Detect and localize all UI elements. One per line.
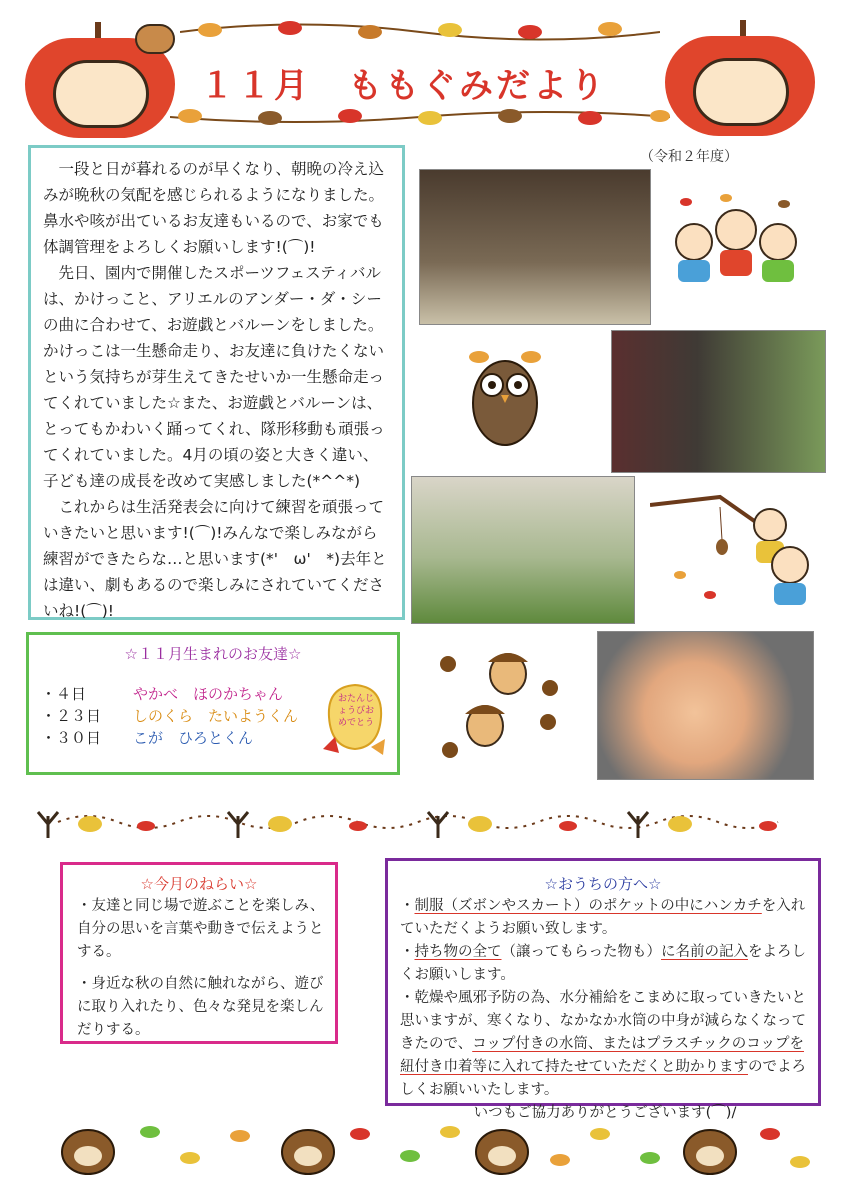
birthday-name: やかべ ほのかちゃん [133,685,284,703]
main-paragraph-1: 一段と日が暮れるのが早くなり、朝晩の冷え込みが晩秋の気配を感じられるようになりました。鼻水や咳が出ているお友達もいるので、お家でも体調管理をよろしくお願いします!(⌒)! [43,160,385,256]
birthday-row [41,683,283,704]
birthday-row [41,727,253,748]
notice-title: ☆おうちの方へ☆ [544,875,662,893]
notice-highlight: コップ付きの水筒、またはプラスチックのコップを紐付き巾着等に入れて持たせていただくと助かります [400,1036,804,1075]
photo-children-outdoor [411,476,635,624]
notice-line: を入れていただくようお願い致します。 [400,898,806,937]
main-paragraph-2: 先日、園内で開催したスポーツフェスティバルは、かけっこと、アリエルのアンダー・ダ・シーの曲に合わせて、お遊戯とバルーンをしました。かけっこは一生懸命走り、お友達に負けたくないという気持ちが芽生えてきたせいか一生懸命走ってくれていました☆また、お遊戯とバルーンは、とってもかわいく踊ってくれ、隊形移動も頑張ってくれていました。4月の頃の姿と大きく違い、子ども達の成長を改めて実感しました(*^^*) [43,264,385,490]
autumn-divider [28,800,818,840]
photo-children-playhouse [419,169,651,325]
aim-item: ・身近な秋の自然に触れながら、遊びに取り入れたり、色々な発見を楽しんだりする。 [77,976,324,1038]
aims-title: ☆今月のねらい☆ [140,875,258,893]
birthday-card-text: おたんじょうびおめでとう [337,694,374,728]
notice-highlight: 制服（ズボンやスカート）のポケットの中にハンカチ [414,898,762,914]
photo-child-with-hat [611,330,826,473]
notice-line: をよろしくお願いします。 [400,944,806,983]
notice-highlight: 持ち物の全て [414,944,502,960]
birthday-row [41,705,298,726]
header [0,0,850,130]
birthday-title: ☆１１月生まれのお友達☆ [124,645,302,663]
aim-item: ・友達と同じ場で遊ぶことを楽しみ、自分の思いを言葉や動きで伝えようとする。 [77,898,325,960]
notice-to-parents-box [385,858,821,1121]
notice-line: のでよろしくお願いいたします。 [400,1059,806,1098]
school-year-label: （令和２年度） [640,149,738,165]
illustration-kids-leaves [666,190,806,290]
child-face-left [53,60,149,128]
birthday-name: こが ひろとくん [133,729,254,747]
birthday-date: ・２３日 [41,707,102,725]
illustration-kids-tree [650,485,825,610]
notice-text [400,895,810,1125]
birthday-card-leaf [319,677,391,757]
notice-line: （譲ってもらった物も） [501,944,661,960]
page-title: １１月 ももぐみだより [200,66,607,106]
birthday-box [26,632,400,775]
monthly-aims-box [60,862,338,1044]
leaf-garland-top [180,12,660,46]
photo-smiling-child-closeup [597,631,814,780]
birthday-name: しのくら たいようくん [133,707,299,725]
main-message-box [28,145,405,620]
illustration-owl [455,345,555,455]
apple-right-illustration [665,36,815,136]
notice-signoff: いつもご協力ありがとうございます(⌒)/ [473,1105,737,1121]
bottom-deco-border [40,1118,820,1180]
bird-icon [135,24,175,54]
birthday-date: ・３０日 [41,729,102,747]
notice-highlight: に名前の記入 [661,944,748,960]
main-paragraph-3: これからは生活発表会に向けて練習を頑張っていきたいと思います!(⌒)!みんなで楽しみながら練習ができたらな…と思います(*' ω' *)去年とは違い、劇もあるので楽しみにされていてくださいね!(⌒)! [43,498,387,620]
notice-line: ・乾燥や風邪予防の為、水分補給をこまめに取っていきたいと思いますが、寒くなり、なかなか水筒の中身が減らなくなってきたので、 [400,990,806,1052]
child-face-right [693,58,789,126]
birthday-date: ・４日 [41,685,87,703]
notice-bullet: ・ [400,944,415,960]
notice-bullet: ・ [400,898,415,914]
illustration-acorns [430,640,570,765]
